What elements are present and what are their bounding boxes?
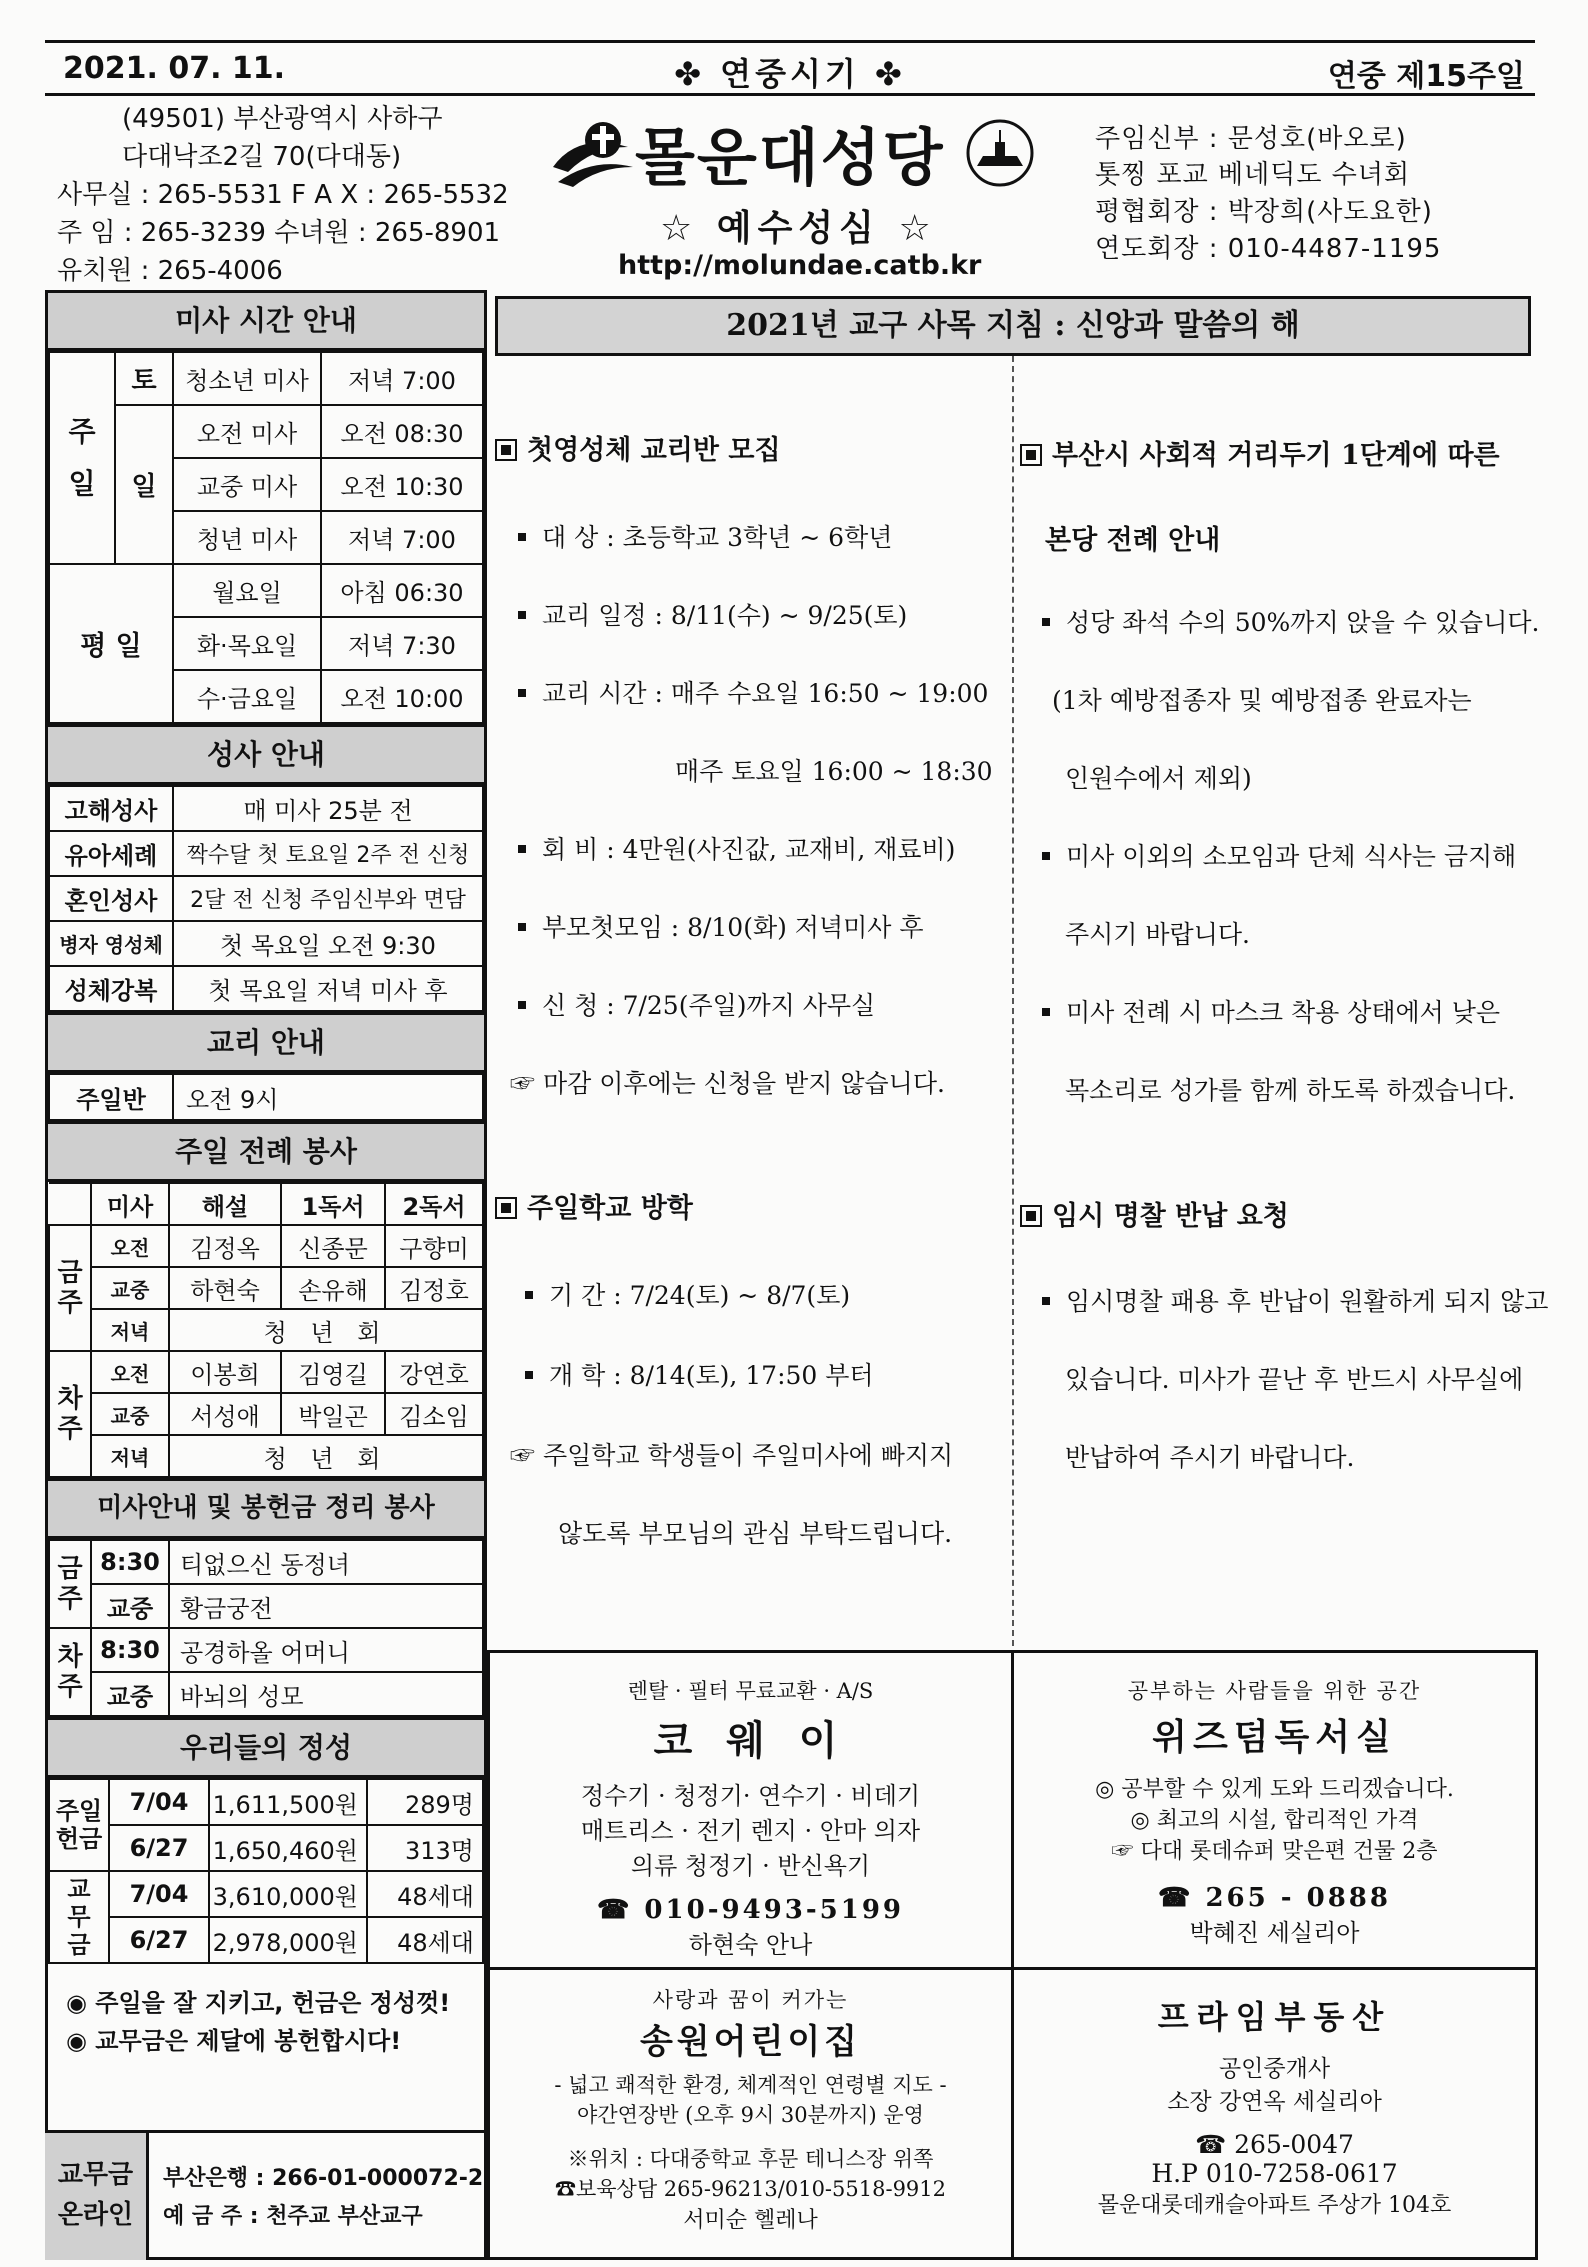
offering-count: 289명 xyxy=(367,1779,483,1825)
sacrament-info: 2달 전 신청 주임신부와 면담 xyxy=(173,876,483,921)
mass-slot: 교중 xyxy=(91,1393,169,1435)
list-item: 교리 시간 : 매주 수요일 16:50 ~ 19:00 xyxy=(518,674,988,710)
sacrament-info: 첫 목요일 오전 9:30 xyxy=(173,921,483,966)
catechism-table xyxy=(48,1073,484,1121)
mass-slot: 교중 xyxy=(91,1584,169,1628)
offerings-title: 우리들의 정성 xyxy=(48,1717,484,1778)
top-bar xyxy=(45,40,1535,96)
list-item: 대 상 : 초등학교 3학년 ~ 6학년 xyxy=(518,518,892,554)
ad-line: ※위치 : 다대중학교 후문 테니스장 위쪽 xyxy=(567,2147,934,2171)
ad-subtitle: 사랑과 꿈이 커가는 xyxy=(652,1988,849,2012)
checkbox-icon xyxy=(495,439,517,461)
ad-name: 코 웨 이 xyxy=(653,1717,848,1764)
checkbox-icon xyxy=(495,1197,517,1219)
list-item: 회 비 : 4만원(사진값, 교재비, 재료비) xyxy=(518,830,955,866)
bank-info xyxy=(45,2130,487,2263)
liturgy-header: 2독서 xyxy=(385,1183,483,1225)
ad-contact: 박혜진 세실리아 xyxy=(1189,1919,1360,1947)
ad-mobile: H.P 010-7258-0617 xyxy=(1151,2159,1398,2188)
ad-line: 소장 강연옥 세실리아 xyxy=(1167,2089,1382,2115)
reader-1: 신종문 xyxy=(281,1225,385,1267)
ad-contact: 서미순 헬레나 xyxy=(683,2208,818,2233)
pastor-name: 주임신부 : 문성호(바오로) xyxy=(1095,124,1407,154)
ad-line: ◎ 최고의 시설, 합리적인 가격 xyxy=(1130,1808,1419,1833)
weekday-label: 평 일 xyxy=(49,564,173,723)
liturgy-table xyxy=(48,1182,484,1478)
commentator: 김정옥 xyxy=(169,1225,281,1267)
distancing-heading-2: 본당 전례 안내 xyxy=(1045,525,1221,556)
mass-slot: 8:30 xyxy=(91,1540,169,1584)
church-building-icon xyxy=(965,118,1035,188)
mass-time: 저녁 7:00 xyxy=(321,352,483,405)
liturgy-title: 주일 전례 봉사 xyxy=(48,1121,484,1182)
ad-line: 매트리스 · 전기 렌지 · 안마 의자 xyxy=(580,1817,921,1845)
next-week-label: 차주 xyxy=(49,1351,91,1477)
mass-slot: 교중 xyxy=(91,1672,169,1716)
youth-group: 청 년 회 xyxy=(169,1309,483,1351)
sisters-congregation: 톳찡 포교 베네딕도 수녀회 xyxy=(1095,160,1411,190)
offering-amount: 1,650,460원 xyxy=(209,1825,367,1871)
ad-name: 프라임부동산 xyxy=(1157,1998,1392,2036)
catechism-title: 교리 안내 xyxy=(48,1012,484,1073)
pastoral-guideline-title: 2021년 교구 사목 지침 : 신앙과 말씀의 해 xyxy=(495,296,1531,356)
list-item-cont: 목소리로 성가를 함께 하도록 하겠습니다. xyxy=(1065,1076,1516,1105)
ad-coway xyxy=(487,1650,1014,1970)
reader-1: 박일곤 xyxy=(281,1393,385,1435)
legio-group: 티없으신 동정녀 xyxy=(169,1540,483,1584)
catechism-label: 주일반 xyxy=(49,1074,173,1120)
sacrament-title: 성사 안내 xyxy=(48,724,484,785)
checkbox-icon xyxy=(1020,444,1042,466)
offering-service-title: 미사안내 및 봉헌금 정리 봉사 xyxy=(48,1478,484,1539)
list-item: 매주 토요일 16:00 ~ 18:30 xyxy=(675,757,993,786)
list-item: 부모첫모임 : 8/10(화) 저녁미사 후 xyxy=(518,908,924,944)
offering-amount: 3,610,000원 xyxy=(209,1871,367,1917)
yeondo-president: 연도회장 : 010-4487-1195 xyxy=(1095,234,1442,264)
distancing-heading-1: 부산시 사회적 거리두기 1단계에 따른 xyxy=(1020,433,1500,472)
mass-times-table xyxy=(48,351,484,724)
mass-slot: 교중 xyxy=(91,1267,169,1309)
office-phone: 사무실 : 265-5531 F A X : 265-5532 xyxy=(57,180,509,210)
ad-contact: 하현숙 안나 xyxy=(688,1931,813,1959)
ad-line: ☞ 다대 롯데슈퍼 맞은편 건물 2층 xyxy=(1111,1839,1438,1864)
mass-slot: 오전 xyxy=(91,1225,169,1267)
liturgy-header: 1독서 xyxy=(281,1183,385,1225)
list-item-cont: 인원수에서 제외) xyxy=(1065,764,1252,793)
offering-note-1: ◉ 주일을 잘 지키고, 헌금은 정성껏! xyxy=(66,1989,451,2017)
sunday-school-note-2: 않도록 부모님의 관심 부탁드립니다. xyxy=(558,1519,953,1548)
address-line-2: 다대낙조2길 70(다대동) xyxy=(122,142,402,172)
mass-time: 오전 08:30 xyxy=(321,405,483,458)
mass-times-title: 미사 시간 안내 xyxy=(48,293,484,351)
sunday-offering-label: 주일헌금 xyxy=(49,1779,109,1871)
offering-date: 6/27 xyxy=(109,1917,209,1963)
mass-name: 수·금요일 xyxy=(173,670,321,723)
ad-kindergarten xyxy=(487,1967,1014,2260)
ad-subtitle: 렌탈 · 필터 무료교환 · A/S xyxy=(627,1679,874,1703)
saturday-label: 토 xyxy=(115,352,173,405)
church-logo-icon xyxy=(548,112,638,192)
mass-slot: 저녁 xyxy=(91,1309,169,1351)
list-item: 개 학 : 8/14(토), 17:50 부터 xyxy=(525,1356,874,1392)
offering-date: 7/04 xyxy=(109,1779,209,1825)
offering-date: 6/27 xyxy=(109,1825,209,1871)
ad-line: - 넓고 쾌적한 환경, 체계적인 연령별 지도 - xyxy=(554,2073,947,2097)
mass-time: 저녁 7:30 xyxy=(321,617,483,670)
offering-date: 7/04 xyxy=(109,1871,209,1917)
mass-name: 청년 미사 xyxy=(173,511,321,564)
sunday-school-note-1: ☞ 주일학교 학생들이 주일미사에 빠지지 xyxy=(510,1441,954,1470)
sacrament-table xyxy=(48,785,484,1012)
list-item-cont: 주시기 바랍니다. xyxy=(1065,920,1250,949)
list-item-cont: (1차 예방접종자 및 예방접종 완료자는 xyxy=(1052,686,1472,715)
ad-subtitle: 공부하는 사람들을 위한 공간 xyxy=(1127,1679,1422,1703)
sacrament-name: 유아세례 xyxy=(49,831,173,876)
column-divider xyxy=(1012,356,1014,1646)
liturgy-header: 미사 xyxy=(91,1183,169,1225)
bank-holder: 예 금 주 : 천주교 부산교구 xyxy=(163,2204,423,2229)
ad-line: 공인중개사 xyxy=(1218,2056,1331,2082)
this-week-label: 금주 xyxy=(49,1225,91,1351)
mass-name: 화·목요일 xyxy=(173,617,321,670)
mass-time: 아침 06:30 xyxy=(321,564,483,617)
kindergarten-phone: 유치원 : 265-4006 xyxy=(57,256,283,286)
mass-time: 오전 10:30 xyxy=(321,458,483,511)
first-communion-note: ☞ 마감 이후에는 신청을 받지 않습니다. xyxy=(510,1069,945,1098)
next-week-label: 차주 xyxy=(49,1628,91,1716)
sacrament-name: 성체강복 xyxy=(49,966,173,1011)
nametag-heading: 임시 명찰 반납 요청 xyxy=(1020,1194,1289,1233)
mass-name: 청소년 미사 xyxy=(173,352,321,405)
mass-name: 오전 미사 xyxy=(173,405,321,458)
council-president: 평협회장 : 박장희(사도요한) xyxy=(1095,197,1433,227)
offering-note-2: ◉ 교무금은 제달에 봉헌합시다! xyxy=(66,2027,402,2055)
this-week-label: 금주 xyxy=(49,1540,91,1628)
liturgy-header: 해설 xyxy=(169,1183,281,1225)
list-item: 교리 일정 : 8/11(수) ~ 9/25(토) xyxy=(518,596,907,632)
list-item-cont: 반납하여 주시기 바랍니다. xyxy=(1065,1443,1355,1472)
ad-name: 송원어린이집 xyxy=(639,2022,862,2062)
ad-phone: ☎ 010-9493-5199 xyxy=(596,1895,905,1925)
ad-address: 몰운대롯데캐슬아파트 주상가 104호 xyxy=(1097,2193,1452,2218)
pastor-phone: 주 임 : 265-3239 수녀원 : 265-8901 xyxy=(57,218,501,248)
offering-count: 313명 xyxy=(367,1825,483,1871)
reader-1: 손유해 xyxy=(281,1267,385,1309)
offerings-table xyxy=(48,1778,484,1964)
ad-name: 위즈덤독서실 xyxy=(1152,1716,1397,1758)
sunday-school-heading: 주일학교 방학 xyxy=(495,1186,693,1225)
legio-group: 황금궁전 xyxy=(169,1584,483,1628)
list-item: 신 청 : 7/25(주일)까지 사무실 xyxy=(518,986,875,1022)
commentator: 서성애 xyxy=(169,1393,281,1435)
sunday-day-label: 일 xyxy=(115,405,173,564)
reader-2: 구향미 xyxy=(385,1225,483,1267)
legio-group: 공경하올 어머니 xyxy=(169,1628,483,1672)
catechism-time: 오전 9시 xyxy=(173,1074,483,1120)
sacrament-info: 짝수달 첫 토요일 2주 전 신청 xyxy=(173,831,483,876)
offering-service-table xyxy=(48,1539,484,1717)
youth-group: 청 년 회 xyxy=(169,1435,483,1477)
legio-group: 바뇌의 성모 xyxy=(169,1672,483,1716)
bank-account: 부산은행 : 266-01-000072-2 xyxy=(163,2166,484,2191)
ad-line: 야간연장반 (오후 9시 30분까지) 운영 xyxy=(577,2103,924,2127)
sacrament-info: 첫 목요일 저녁 미사 후 xyxy=(173,966,483,1011)
list-item: 임시명찰 패용 후 반납이 원활하게 되지 않고 xyxy=(1042,1282,1548,1318)
sacrament-name: 고해성사 xyxy=(49,786,173,831)
address-line-1: (49501) 부산광역시 사하구 xyxy=(122,104,443,134)
ad-line: ☎보육상담 265-96213/010-5518-9912 xyxy=(554,2177,947,2201)
list-item: 성당 좌석 수의 50%까지 앉을 수 있습니다. xyxy=(1042,603,1539,639)
mass-slot: 저녁 xyxy=(91,1435,169,1477)
ad-wisdom-study xyxy=(1011,1650,1538,1970)
mass-name: 월요일 xyxy=(173,564,321,617)
sunday-label: 주 일 xyxy=(49,352,115,564)
sacrament-name: 혼인성사 xyxy=(49,876,173,921)
liturgical-week: 연중 제15주일 xyxy=(1327,59,1525,94)
mass-time: 오전 10:00 xyxy=(321,670,483,723)
bank-label: 교무금 온라인 xyxy=(45,2133,149,2260)
list-item-cont: 있습니다. 미사가 끝난 후 반드시 사무실에 xyxy=(1065,1365,1524,1394)
commentator: 이봉희 xyxy=(169,1351,281,1393)
ad-line: ◎ 공부할 수 있게 도와 드리겠습니다. xyxy=(1095,1777,1454,1802)
mass-time: 저녁 7:00 xyxy=(321,511,483,564)
bulletin-date: 2021. 07. 11. xyxy=(63,51,286,86)
offering-count: 48세대 xyxy=(367,1871,483,1917)
offering-amount: 2,978,000원 xyxy=(209,1917,367,1963)
sacrament-info: 매 미사 25분 전 xyxy=(173,786,483,831)
church-motto: ☆ 예수성심 ☆ xyxy=(660,208,937,249)
mass-name: 교중 미사 xyxy=(173,458,321,511)
parish-due-label: 교무금 xyxy=(49,1871,109,1963)
list-item: 미사 이외의 소모임과 단체 식사는 금지해 xyxy=(1042,837,1516,873)
reader-1: 김영길 xyxy=(281,1351,385,1393)
commentator: 하현숙 xyxy=(169,1267,281,1309)
sacrament-name: 병자 영성체 xyxy=(49,921,173,966)
church-website-link[interactable]: http://molundae.catb.kr xyxy=(618,250,982,281)
ad-realty xyxy=(1011,1967,1538,2260)
offering-count: 48세대 xyxy=(367,1917,483,1963)
ad-phone: ☎ 265-0047 xyxy=(1195,2130,1354,2159)
ad-line: 의류 청정기 · 반신욕기 xyxy=(630,1852,871,1880)
ad-line: 정수기 · 청정기· 연수기 · 비데기 xyxy=(580,1782,921,1810)
checkbox-icon xyxy=(1020,1205,1042,1227)
ad-phone: ☎ 265 - 0888 xyxy=(1158,1883,1391,1913)
list-item: 기 간 : 7/24(토) ~ 8/7(토) xyxy=(525,1276,850,1312)
reader-2: 김정호 xyxy=(385,1267,483,1309)
first-communion-heading: 첫영성체 교리반 모집 xyxy=(495,428,781,467)
list-item: 미사 전례 시 마스크 착용 상태에서 낮은 xyxy=(1042,993,1500,1029)
mass-slot: 8:30 xyxy=(91,1628,169,1672)
left-sidebar xyxy=(45,290,487,2260)
reader-2: 김소임 xyxy=(385,1393,483,1435)
liturgical-season: ✤ 연중시기 ✤ xyxy=(674,55,906,93)
reader-2: 강연호 xyxy=(385,1351,483,1393)
offering-amount: 1,611,500원 xyxy=(209,1779,367,1825)
church-name: 몰운대성당 xyxy=(635,121,945,194)
mass-slot: 오전 xyxy=(91,1351,169,1393)
